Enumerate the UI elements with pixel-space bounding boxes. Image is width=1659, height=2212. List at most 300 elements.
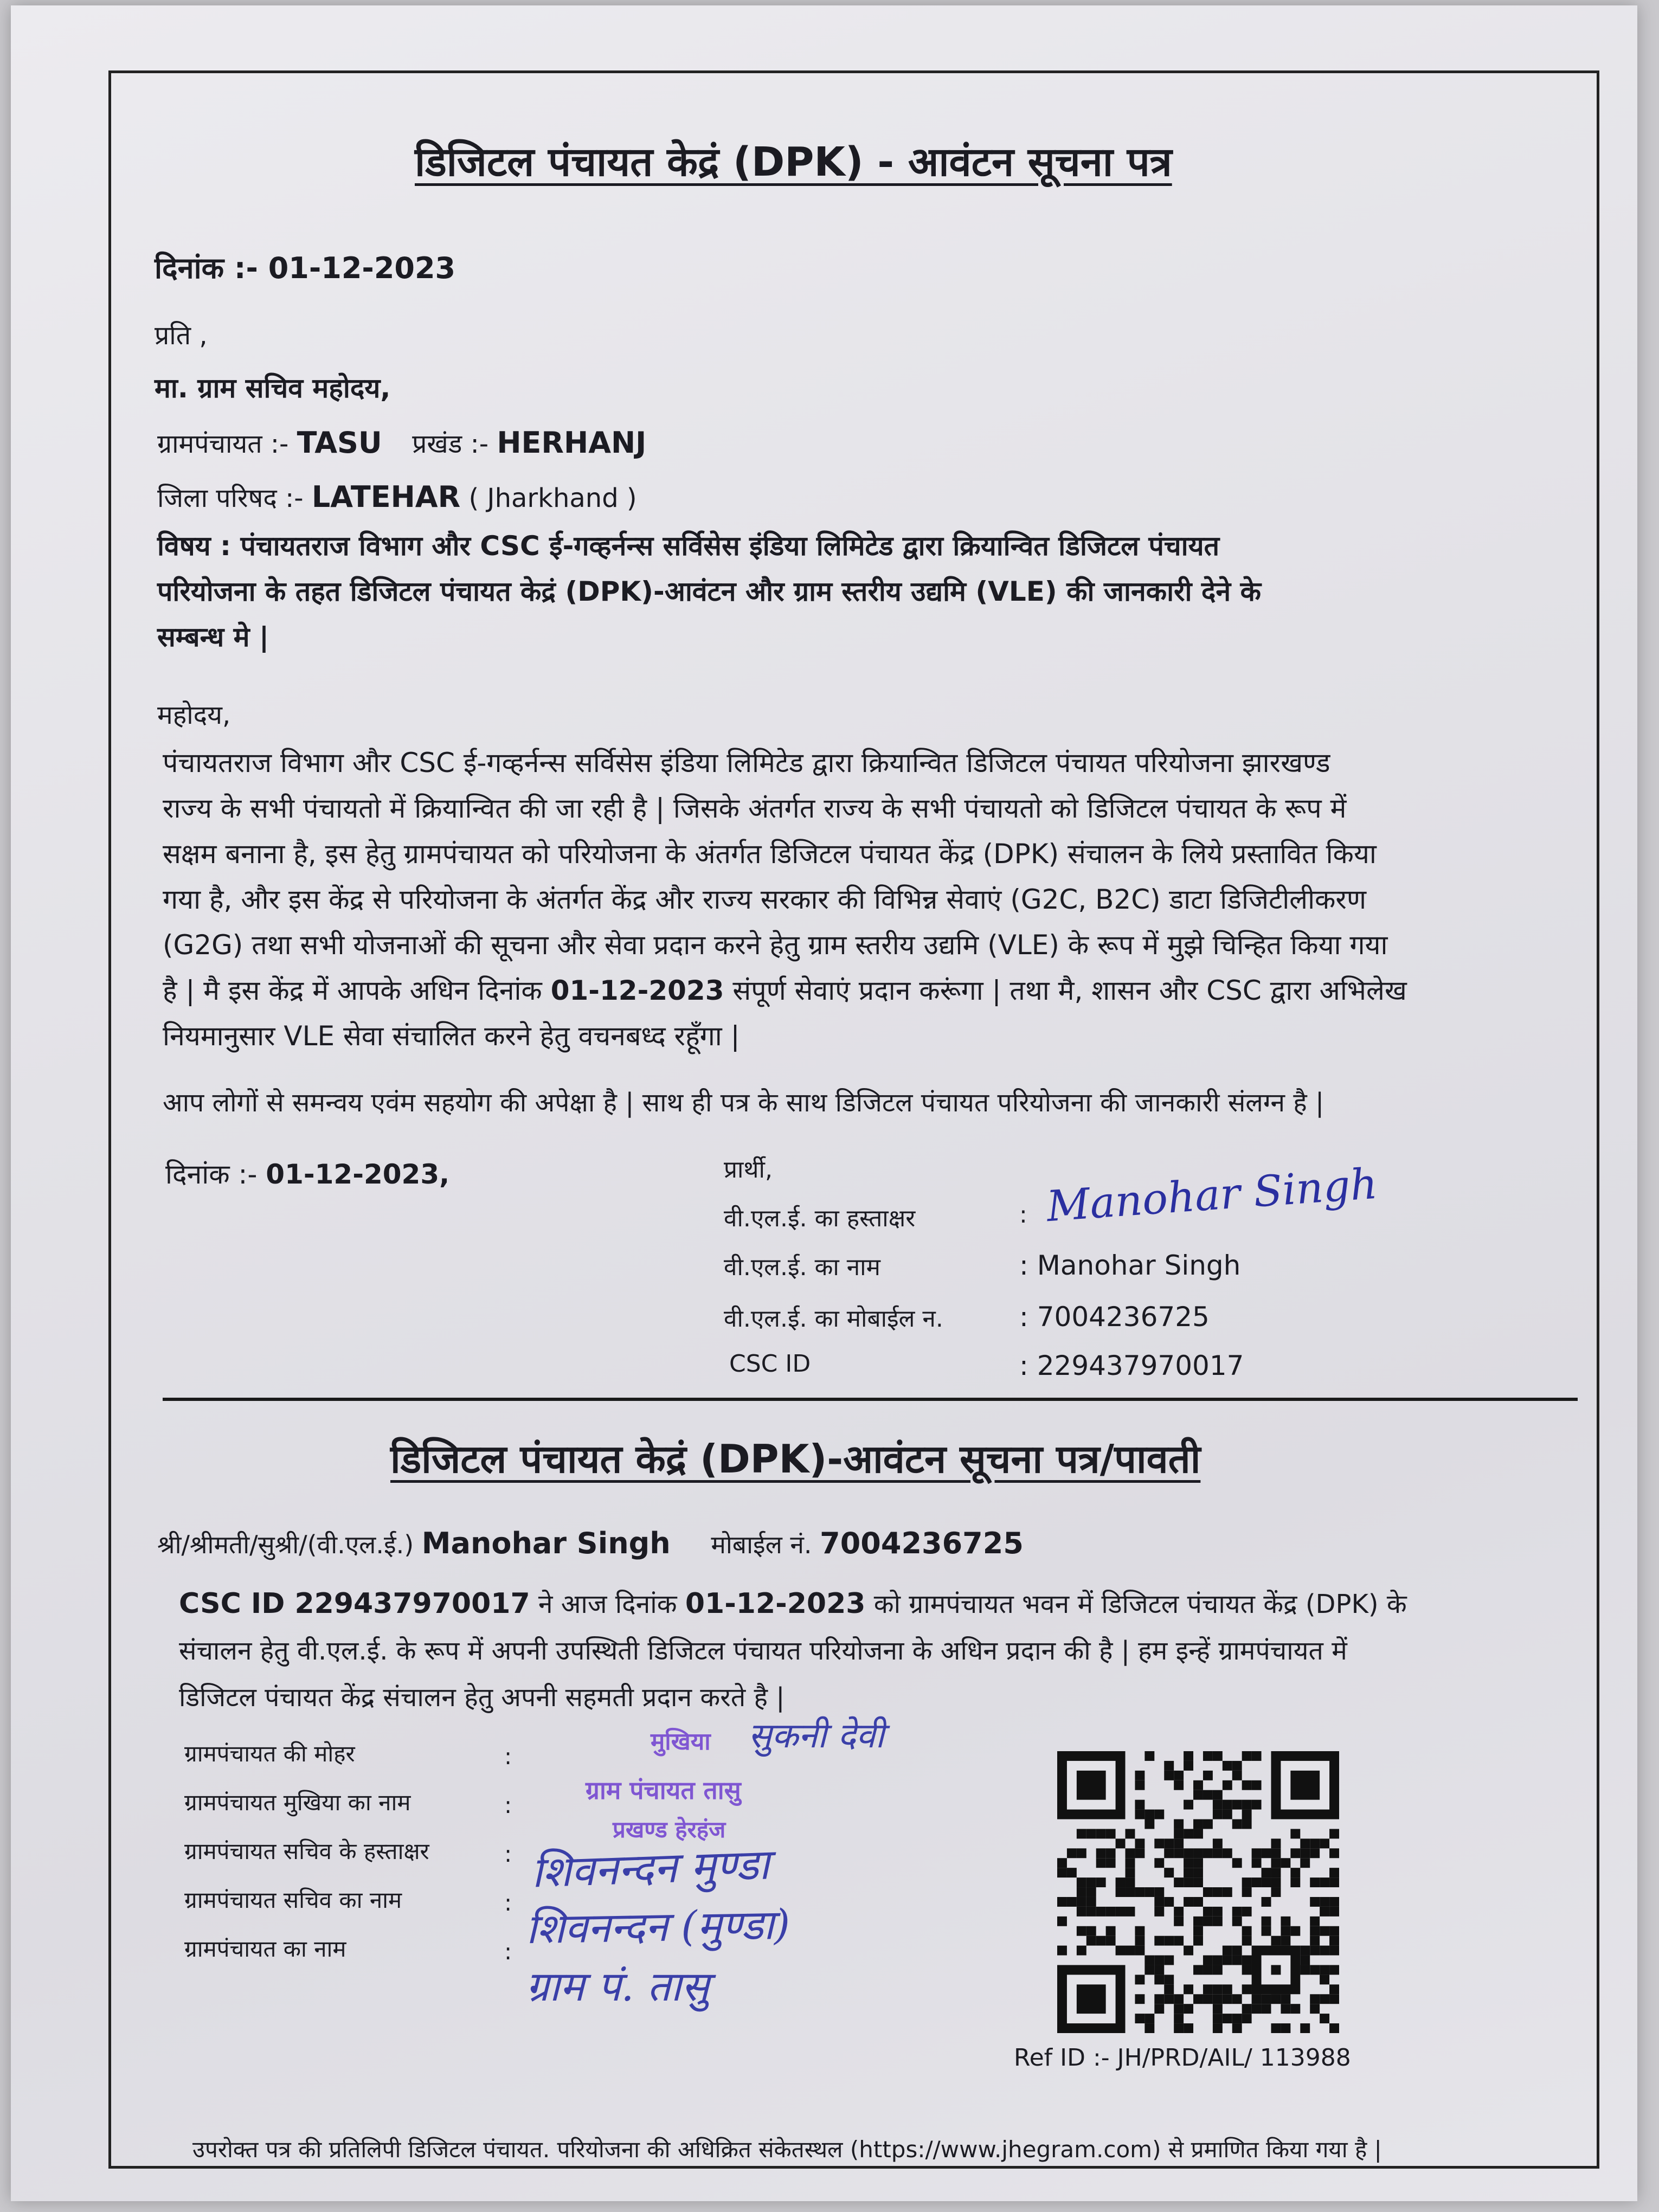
qr-module — [1320, 1926, 1329, 1936]
qr-module — [1193, 1877, 1203, 1887]
gp-stamp-line: मुखिया — [651, 1728, 711, 1756]
qr-module — [1242, 1780, 1252, 1790]
qr-module — [1232, 1858, 1242, 1868]
qr-module — [1126, 1907, 1135, 1917]
qr-code — [1057, 1751, 1339, 2033]
qr-module — [1154, 1858, 1164, 1868]
qr-module — [1077, 1848, 1086, 1858]
qr-module — [1086, 1887, 1096, 1897]
qr-module — [1096, 1858, 1106, 1868]
qr-module — [1271, 1838, 1281, 1848]
qr-module — [1329, 1868, 1339, 1877]
qr-module — [1086, 1877, 1096, 1887]
gp-line — [157, 426, 646, 461]
qr-module — [1300, 1965, 1310, 1975]
qr-module — [1174, 1907, 1184, 1917]
qr-module — [1213, 1907, 1223, 1917]
qr-module — [1077, 1984, 1106, 2014]
mobile-prefix: मोबाईल नं. — [711, 1530, 812, 1559]
qr-module — [1252, 1780, 1262, 1790]
qr-module — [1290, 1771, 1320, 1800]
qr-module — [1242, 1965, 1252, 1975]
qr-module — [1164, 1975, 1174, 1984]
qr-module — [1213, 1800, 1223, 1810]
qr-module — [1300, 1956, 1310, 1965]
qr-module — [1203, 1887, 1213, 1897]
qr-module — [1242, 1800, 1252, 1810]
name-label: वी.एल.ई. का नाम — [724, 1253, 880, 1281]
qr-module — [1154, 1838, 1164, 1848]
qr-module — [1086, 1936, 1096, 1946]
qr-module — [1300, 1858, 1310, 1868]
qr-module — [1242, 1887, 1252, 1897]
state-value: ( Jharkhand ) — [468, 483, 637, 513]
qr-module — [1144, 2023, 1154, 2033]
qr-module — [1203, 1994, 1213, 2004]
qr-module — [1300, 1848, 1310, 1858]
qr-module — [1252, 2004, 1262, 2014]
qr-module — [1242, 1819, 1252, 1829]
qr-module — [1290, 1877, 1300, 1887]
qr-module — [1300, 1838, 1310, 1848]
qr-module — [1126, 1877, 1135, 1887]
qr-module — [1184, 1848, 1193, 1858]
qr-module — [1164, 1771, 1174, 1780]
qr-module — [1164, 1897, 1174, 1907]
qr-module — [1193, 1917, 1203, 1926]
qr-module — [1262, 1877, 1271, 1887]
field-colon: : — [504, 1743, 512, 1770]
qr-module — [1135, 1946, 1144, 1956]
qr-module — [1174, 1771, 1184, 1780]
qr-module — [1310, 2004, 1320, 2014]
sig-colon: : — [1019, 1201, 1027, 1229]
body-line: पंचायतराज विभाग और CSC ई-गव्हर्नन्स सर्विसेस इंडिया लिमिटेड द्वारा क्रियान्वित डिजिटल पंचायत परियोजना झारखण्ड — [163, 747, 1330, 779]
qr-module — [1203, 1751, 1213, 1761]
gp-value: TASU — [297, 426, 382, 460]
qr-module — [1154, 1887, 1164, 1897]
qr-module — [1193, 1926, 1203, 1936]
qr-module — [1184, 1858, 1193, 1868]
qr-module — [1242, 1877, 1252, 1887]
qr-module — [1154, 1907, 1164, 1917]
qr-module — [1067, 1868, 1077, 1877]
qr-module — [1164, 1838, 1174, 1848]
qr-module — [1223, 1761, 1232, 1771]
qr-module — [1213, 1848, 1223, 1858]
qr-module — [1242, 1984, 1252, 1994]
qr-module — [1135, 1994, 1144, 2004]
qr-module — [1213, 1887, 1223, 1897]
qr-module — [1232, 1771, 1242, 1780]
qr-module — [1329, 1897, 1339, 1907]
qr-module — [1193, 1790, 1203, 1800]
qr-module — [1174, 1819, 1184, 1829]
qr-module — [1223, 1848, 1232, 1858]
qr-module — [1242, 2004, 1252, 2014]
field-colon: : — [504, 1938, 512, 1965]
qr-module — [1184, 2004, 1193, 2014]
qr-module — [1329, 1829, 1339, 1838]
qr-module — [1096, 1936, 1106, 1946]
qr-module — [1144, 1810, 1154, 1819]
qr-module — [1096, 1877, 1106, 1887]
qr-module — [1135, 1848, 1144, 1858]
qr-module — [1135, 2014, 1144, 2023]
qr-module — [1242, 1956, 1252, 1965]
receipt-date: 01-12-2023 — [685, 1587, 866, 1620]
field-colon: : — [504, 1841, 512, 1867]
qr-module — [1223, 2014, 1232, 2023]
subject-line: परियोजना के तहत डिजिटल पंचायत केद्रं (DPK)-आवंटन और ग्राम स्तरीय उद्यमि (VLE) की जानकारी देने के — [157, 576, 1261, 607]
qr-module — [1242, 2014, 1252, 2023]
block-value: HERHANJ — [497, 426, 647, 460]
qr-module — [1193, 1965, 1203, 1975]
receipt-title: डिजिटल पंचायत केद्रं (DPK)-आवंटन सूचना पत्र/पावती — [390, 1436, 1201, 1482]
qr-module — [1271, 1994, 1281, 2004]
qr-module — [1174, 1838, 1184, 1848]
qr-module — [1135, 1926, 1144, 1936]
qr-module — [1213, 1984, 1223, 1994]
body-line: (G2G) तथा सभी योजनाओं की सूचना और सेवा प्रदान करने हेतु ग्राम स्तरीय उद्यमि (VLE) के रूप में मुझे चिन्हित किया गया — [163, 929, 1388, 961]
qr-module — [1232, 2014, 1242, 2023]
qr-module — [1213, 1790, 1223, 1800]
qr-module — [1213, 1994, 1223, 2004]
qr-module — [1106, 1926, 1116, 1936]
qr-module — [1193, 1858, 1203, 1868]
qr-module — [1203, 1771, 1213, 1780]
qr-module — [1242, 1907, 1252, 1917]
qr-module — [1106, 1829, 1116, 1838]
qr-module — [1213, 1965, 1223, 1975]
qr-module — [1154, 1956, 1164, 1965]
person-prefix: श्री/श्रीमती/सुश्री/(वी.एल.ई.) — [157, 1530, 414, 1559]
qr-module — [1271, 1858, 1281, 1868]
qr-module — [1106, 1907, 1116, 1917]
qr-module — [1193, 1868, 1203, 1877]
qr-module — [1290, 2004, 1300, 2014]
qr-module — [1126, 1868, 1135, 1877]
receipt-line — [179, 1580, 1407, 1628]
qr-module — [1232, 1994, 1242, 2004]
qr-module — [1329, 1877, 1339, 1887]
qr-module — [1271, 1936, 1281, 1946]
name-value: : Manohar Singh — [1019, 1250, 1241, 1281]
qr-module — [1154, 1897, 1164, 1907]
qr-module — [1213, 2004, 1223, 2014]
qr-module — [1223, 1984, 1232, 1994]
qr-module — [1193, 1994, 1203, 2004]
qr-module — [1154, 1936, 1164, 1946]
gp-stamp-line: ग्राम पंचायत तासु — [586, 1776, 741, 1805]
qr-module — [1310, 1965, 1320, 1975]
date2-line — [165, 1155, 449, 1192]
body-line: सक्षम बनाना है, इस हेतु ग्रामपंचायत को परियोजना के अंतर्गत डिजिटल पंचायत केंद्र (DPK) संचालन के लिये प्रस्तावित किया — [163, 838, 1377, 870]
qr-module — [1320, 1975, 1329, 1984]
qr-module — [1184, 1761, 1193, 1771]
qr-module — [1223, 1810, 1232, 1819]
qr-module — [1252, 1994, 1262, 2004]
letter-title: डिजिटल पंचायत केद्रं (DPK) - आवंटन सूचना पत्र — [415, 139, 1172, 185]
qr-module — [1184, 1984, 1193, 1994]
qr-module — [1271, 1965, 1281, 1975]
qr-module — [1310, 1926, 1320, 1936]
date-value: 01-12-2023 — [268, 251, 456, 285]
qr-module — [1106, 1858, 1116, 1868]
receipt-cscid: CSC ID 229437970017 — [179, 1587, 530, 1620]
qr-module — [1252, 1751, 1262, 1761]
field-gp-name: ग्रामपंचायत का नाम — [184, 1935, 346, 1962]
qr-module — [1329, 1946, 1339, 1956]
qr-module — [1154, 1975, 1164, 1984]
qr-module — [1290, 1848, 1300, 1858]
qr-module — [1164, 1936, 1174, 1946]
qr-module — [1154, 1965, 1164, 1975]
qr-module — [1262, 2004, 1271, 2014]
qr-module — [1184, 1897, 1193, 1907]
qr-module — [1320, 1838, 1329, 1848]
qr-module — [1232, 1800, 1242, 1810]
qr-module — [1232, 2023, 1242, 2033]
qr-module — [1135, 1838, 1144, 1848]
qr-modules — [1057, 1751, 1339, 2033]
receipt-mobile: 7004236725 — [820, 1526, 1024, 1560]
qr-module — [1252, 1800, 1262, 1810]
qr-module — [1174, 1994, 1184, 2004]
vle-signature: Manohar Singh — [1045, 1159, 1379, 1232]
qr-module — [1213, 1751, 1223, 1761]
gp-handwritten-name: ग्राम पं. तासु — [526, 1962, 710, 2010]
qr-module — [1174, 1829, 1184, 1838]
qr-module — [1126, 1858, 1135, 1868]
qr-module — [1077, 1897, 1086, 1907]
qr-module — [1262, 1848, 1271, 1858]
qr-module — [1116, 1907, 1126, 1917]
qr-module — [1174, 2023, 1184, 2033]
qr-module — [1223, 1800, 1232, 1810]
qr-module — [1320, 1946, 1329, 1956]
qr-module — [1310, 1877, 1320, 1887]
body-line: नियमानुसार VLE सेवा संचालित करने हेतु वचनबध्द रहूँगा | — [163, 1020, 740, 1052]
receipt-paragraph — [179, 1580, 1407, 1721]
secretary-signature: शिवनन्दन मुण्डा — [530, 1840, 770, 1898]
qr-module — [1193, 1897, 1203, 1907]
qr-module — [1126, 1946, 1135, 1956]
qr-module — [1329, 1965, 1339, 1975]
qr-module — [1223, 1946, 1232, 1956]
qr-module — [1086, 1897, 1096, 1907]
qr-module — [1077, 1926, 1086, 1936]
district-line — [157, 480, 637, 515]
qr-module — [1223, 1887, 1232, 1897]
qr-module — [1144, 1819, 1154, 1829]
qr-module — [1144, 1887, 1154, 1897]
ref-id: Ref ID :- JH/PRD/AIL/ 113988 — [1014, 2044, 1351, 2072]
body-paragraph — [163, 740, 1407, 1059]
footer-note: उपरोक्त पत्र की प्रतिलिपी डिजिटल पंचायत. परियोजना की अधिक्रित संकेतस्थल (https://www.jhegram.com) से प्रमाणित किया गया है | — [192, 2136, 1382, 2163]
qr-module — [1086, 1926, 1096, 1936]
qr-module — [1144, 2014, 1154, 2023]
qr-module — [1164, 1761, 1174, 1771]
qr-module — [1271, 1848, 1281, 1858]
qr-module — [1281, 1926, 1290, 1936]
qr-module — [1329, 1936, 1339, 1946]
qr-module — [1242, 1751, 1252, 1761]
qr-module — [1174, 1917, 1184, 1926]
qr-module — [1135, 1936, 1144, 1946]
qr-module — [1126, 1887, 1135, 1897]
qr-module — [1174, 1877, 1184, 1887]
qr-module — [1164, 1984, 1174, 1994]
qr-module — [1281, 1917, 1290, 1926]
qr-module — [1310, 1917, 1320, 1926]
qr-module — [1077, 1771, 1106, 1800]
qr-module — [1271, 2023, 1281, 2033]
qr-module — [1213, 2023, 1223, 2033]
field-mukhiya-name: ग्रामपंचायत मुखिया का नाम — [184, 1789, 411, 1816]
receipt-person-line — [157, 1526, 1024, 1561]
body-line — [163, 968, 1407, 1013]
closing-line: आप लोगों से समन्वय एवंम सहयोग की अपेक्षा है | साथ ही पत्र के साथ डिजिटल पंचायत परियोजना की जानकारी संलग्न है | — [163, 1088, 1324, 1118]
qr-module — [1310, 1848, 1320, 1858]
salutation: महोदय, — [157, 700, 231, 730]
receipt-text: को ग्रामपंचायत भवन में डिजिटल पंचायत केंद्र (DPK) के — [865, 1589, 1407, 1619]
qr-module — [1164, 1994, 1174, 2004]
qr-module — [1232, 1907, 1242, 1917]
qr-module — [1329, 1994, 1339, 2004]
field-secretary-name: ग्रामपंचायत सचिव का नाम — [184, 1887, 402, 1913]
qr-module — [1184, 1877, 1193, 1887]
qr-module — [1067, 1897, 1077, 1907]
cscid-label: CSC ID — [729, 1350, 811, 1378]
qr-module — [1144, 1956, 1154, 1965]
qr-module — [1067, 1848, 1077, 1858]
qr-module — [1057, 1868, 1067, 1877]
qr-module — [1116, 1838, 1126, 1848]
qr-module — [1203, 1819, 1213, 1829]
mobile-value: : 7004236725 — [1019, 1301, 1210, 1333]
body-text: संपूर्ण सेवाएं प्रदान करूंगा | तथा मै, शासन और CSC द्वारा अभिलेख — [724, 975, 1407, 1006]
section-divider — [163, 1398, 1578, 1401]
qr-module — [1135, 1810, 1144, 1819]
qr-module — [1077, 1829, 1086, 1838]
qr-module — [1271, 1868, 1281, 1877]
qr-module — [1135, 1800, 1144, 1810]
district-label: जिला परिषद :- — [157, 483, 304, 513]
qr-module — [1057, 1946, 1067, 1956]
qr-module — [1320, 2014, 1329, 2023]
qr-module — [1262, 1917, 1271, 1926]
qr-module — [1290, 1868, 1300, 1877]
qr-module — [1193, 1819, 1203, 1829]
qr-module — [1252, 1848, 1262, 1858]
qr-module — [1252, 1877, 1262, 1887]
qr-module — [1164, 1956, 1174, 1965]
qr-module — [1262, 1994, 1271, 2004]
receipt-text: ने आज दिनांक — [530, 1589, 685, 1619]
qr-module — [1300, 1946, 1310, 1956]
qr-module — [1281, 2023, 1290, 2033]
qr-module — [1213, 1956, 1223, 1965]
qr-module — [1086, 1907, 1096, 1917]
qr-module — [1262, 1868, 1271, 1877]
qr-module — [1154, 1994, 1164, 2004]
qr-module — [1174, 1780, 1184, 1790]
qr-module — [1223, 1780, 1232, 1790]
qr-module — [1290, 1829, 1300, 1838]
qr-module — [1077, 1907, 1086, 1917]
block-label: प्रखंड :- — [412, 429, 489, 459]
qr-module — [1096, 1848, 1106, 1858]
qr-module — [1116, 1946, 1126, 1956]
field-colon: : — [504, 1889, 512, 1916]
qr-module — [1223, 1994, 1232, 2004]
qr-module — [1310, 1897, 1320, 1907]
mukhiya-handwritten-name: सुकनी देवी — [748, 1716, 884, 1756]
field-secretary-signature: ग्रामपंचायत सचिव के हस्ताक्षर — [184, 1838, 429, 1864]
date-line — [155, 247, 455, 287]
qr-module — [1116, 1887, 1126, 1897]
qr-module — [1320, 1877, 1329, 1887]
qr-module — [1174, 2014, 1184, 2023]
qr-module — [1174, 2004, 1184, 2014]
qr-module — [1203, 1984, 1213, 1994]
mobile-label: वी.एल.ई. का मोबाईल न. — [724, 1305, 943, 1333]
qr-module — [1320, 1994, 1329, 2004]
subject-line: सम्बन्ध मे | — [157, 621, 269, 653]
qr-module — [1126, 1829, 1135, 1838]
applicant-label: प्रार्थी, — [724, 1156, 773, 1184]
qr-module — [1310, 1946, 1320, 1956]
qr-module — [1193, 1829, 1203, 1838]
qr-module — [1242, 1926, 1252, 1936]
qr-module — [1310, 1838, 1320, 1848]
gp-label: ग्रामपंचायत :- — [157, 429, 289, 459]
qr-module — [1077, 1877, 1086, 1887]
qr-module — [1329, 2023, 1339, 2033]
qr-module — [1184, 1751, 1193, 1761]
qr-module — [1320, 1965, 1329, 1975]
qr-module — [1329, 1848, 1339, 1858]
qr-module — [1252, 1858, 1262, 1868]
qr-module — [1057, 1897, 1067, 1907]
qr-module — [1232, 1761, 1242, 1771]
qr-module — [1106, 1848, 1116, 1858]
qr-module — [1310, 1936, 1320, 1946]
field-gp-seal: ग्रामपंचायत की मोहर — [184, 1740, 355, 1767]
qr-module — [1262, 1897, 1271, 1907]
body-line: राज्य के सभी पंचायतो में क्रियान्वित की जा रही है | जिसके अंतर्गत राज्य के सभी पंचायतो को डिजिटल पंचायत के रूप में — [163, 793, 1347, 824]
qr-module — [1203, 1907, 1213, 1917]
qr-module — [1154, 1810, 1164, 1819]
qr-module — [1057, 1858, 1067, 1868]
qr-module — [1203, 1848, 1213, 1858]
body-line: गया है, और इस केंद्र से परियोजना के अंतर्गत केंद्र और राज्य सरकार की विभिन्न सेवाएं (G2C, B2C) डाटा डिजिटीलीकरण — [163, 884, 1367, 915]
qr-module — [1281, 1858, 1290, 1868]
field-colon: : — [504, 1792, 512, 1818]
qr-module — [1281, 1994, 1290, 2004]
qr-module — [1232, 1956, 1242, 1965]
qr-module — [1329, 1926, 1339, 1936]
qr-module — [1193, 1780, 1203, 1790]
qr-module — [1310, 1994, 1320, 2004]
secretary-handwritten-name: शिवनन्दन (मुण्डा) — [525, 1900, 790, 1953]
district-value: LATEHAR — [311, 480, 461, 514]
cscid-value: : 229437970017 — [1019, 1350, 1244, 1381]
qr-module — [1271, 1877, 1281, 1887]
qr-module — [1106, 1936, 1116, 1946]
qr-module — [1281, 2004, 1290, 2014]
